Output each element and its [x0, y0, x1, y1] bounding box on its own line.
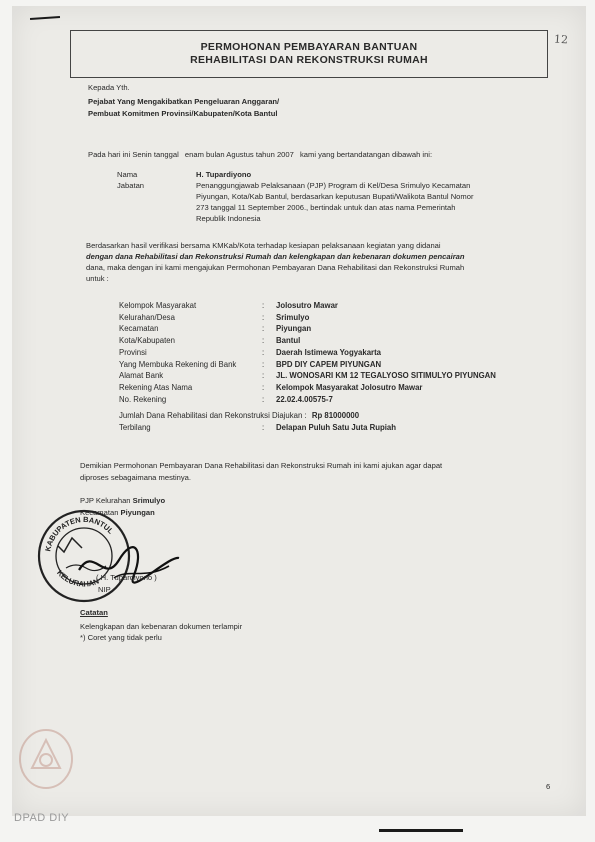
detail-label: Rekening Atas Nama	[119, 382, 193, 392]
detail-value: Kelompok Masyarakat Jolosutro Mawar	[276, 382, 423, 392]
detail-value: JL. WONOSARI KM 12 TEGALYOSO SITIMULYO PIYUNGAN	[276, 371, 496, 381]
signer-name: ( H. Tupardiyono )	[96, 573, 157, 582]
stamp-text-top: KABUPATEN BANTUL	[43, 514, 116, 553]
detail-label: Provinsi	[119, 347, 147, 357]
sig-kelurahan	[80, 496, 165, 505]
detail-value: Srimulyo	[276, 312, 310, 322]
body-line-2: dengan dana Rehabilitasi dan Rekonstruksi Rumah dan kelengkapan dan kebenaran dokumen pencairan	[86, 252, 465, 261]
body-line-4: untuk :	[86, 274, 109, 283]
notes-line-1: Kelengkapan dan kebenaran dokumen terlampir	[80, 622, 243, 631]
detail-value: 22.02.4.00575-7	[276, 394, 333, 404]
stamp-text-bottom: KELURAHAN	[55, 568, 101, 589]
signer-nip: NIP	[98, 585, 111, 594]
sig-kecamatan-name: Piyungan	[120, 508, 155, 517]
watermark: DPAD DIY	[14, 812, 70, 824]
name-label: Nama	[117, 170, 138, 179]
detail-value: BPD DIY CAPEM PIYUNGAN	[276, 359, 382, 369]
spelled-colon: :	[262, 423, 265, 432]
detail-colon: :	[262, 359, 265, 369]
corner-number: 12	[553, 32, 569, 47]
detail-value: Daerah Istimewa Yogyakarta	[276, 347, 382, 357]
spelled-label: Terbilang	[119, 423, 151, 432]
amount-value: Rp 81000000	[311, 411, 360, 420]
opening-date: enam bulan Agustus tahun 2007	[184, 150, 294, 159]
closing-line-1: Demikian Permohonan Pembayaran Dana Rehabilitasi dan Rekonstruksi Rumah ini kami ajukan agar dapat	[80, 461, 443, 470]
detail-label: Kecamatan	[119, 324, 159, 334]
position-line-2: Piyungan, Kota/Kab Bantul, berdasarkan keputusan Bupati/Walikota Bantul Nomor	[196, 192, 474, 201]
detail-colon: :	[262, 324, 265, 334]
position-line-4: Republik Indonesia	[196, 214, 261, 223]
detail-value: Bantul	[276, 336, 301, 346]
handwritten-signature	[74, 540, 184, 590]
notes-line-2: *) Coret yang tidak perlu	[80, 633, 162, 642]
opening-suffix: kami yang bertandatangan dibawah ini:	[299, 150, 433, 159]
detail-colon: :	[262, 312, 265, 322]
title-line-2: REHABILITASI DAN REKONSTRUKSI RUMAH	[190, 54, 428, 66]
body-line-3: dana, maka dengan ini kami mengajukan Permohonan Pembayaran Dana Rehabilitasi dan Rekonstruksi Rumah	[86, 263, 465, 272]
sig-kecamatan-prefix: Kecamatan	[80, 508, 119, 517]
sig-kelurahan-name: Srimulyo	[132, 496, 166, 505]
detail-label: Kelurahan/Desa	[119, 312, 175, 322]
amount-row	[119, 411, 359, 422]
spelled-value: Delapan Puluh Satu Juta Rupiah	[276, 423, 396, 432]
opening-prefix: Pada hari ini Senin tanggal	[88, 150, 179, 159]
notes-label: Catatan	[80, 608, 108, 617]
address-line-2: Pembuat Komitmen Provinsi/Kabupaten/Kota Bantul	[88, 109, 278, 118]
body-line-1: Berdasarkan hasil verifikasi bersama KMKab/Kota terhadap kesiapan pelaksanaan kegiatan yang didanai	[86, 241, 441, 250]
closing-line-2: diproses sebagaimana mestinya.	[80, 473, 192, 482]
detail-label: Kota/Kabupaten	[119, 336, 175, 346]
detail-colon: :	[262, 394, 265, 404]
detail-label: Alamat Bank	[119, 371, 164, 381]
detail-colon: :	[262, 371, 265, 381]
detail-label: No. Rekening	[119, 394, 167, 404]
amount-label: Jumlah Dana Rehabilitasi dan Rekonstruksi Diajukan :	[119, 411, 307, 420]
detail-value: Jolosutro Mawar	[276, 301, 338, 310]
bottom-bar	[379, 829, 463, 832]
detail-colon: :	[262, 336, 265, 346]
position-line-3: 273 tanggal 11 September 2006., bertindak untuk dan atas nama Pemerintah	[196, 203, 456, 212]
detail-label: Kelompok Masyarakat	[119, 301, 197, 310]
name-value: H. Tupardiyono	[196, 170, 252, 179]
title-line-1: PERMOHONAN PEMBAYARAN BANTUAN	[200, 41, 418, 53]
sig-kelurahan-prefix: PJP Kelurahan	[80, 496, 131, 505]
detail-colon: :	[262, 382, 265, 392]
detail-label: Yang Membuka Rekening di Bank	[119, 359, 237, 369]
address-line-1: Pejabat Yang Mengakibatkan Pengeluaran Anggaran/	[88, 97, 280, 106]
detail-colon: :	[262, 301, 265, 310]
faded-seal	[18, 728, 74, 790]
detail-colon: :	[262, 347, 265, 357]
title-box	[70, 30, 548, 78]
address-to: Kepada Yth.	[88, 83, 130, 92]
position-label: Jabatan	[117, 181, 145, 190]
detail-value: Piyungan	[276, 324, 312, 334]
opening-sentence	[88, 150, 432, 159]
position-line-1: Penanggungjawab Pelaksanaan (PJP) Program di Kel/Desa Srimulyo Kecamatan	[196, 181, 471, 190]
page-number: 6	[546, 782, 551, 791]
